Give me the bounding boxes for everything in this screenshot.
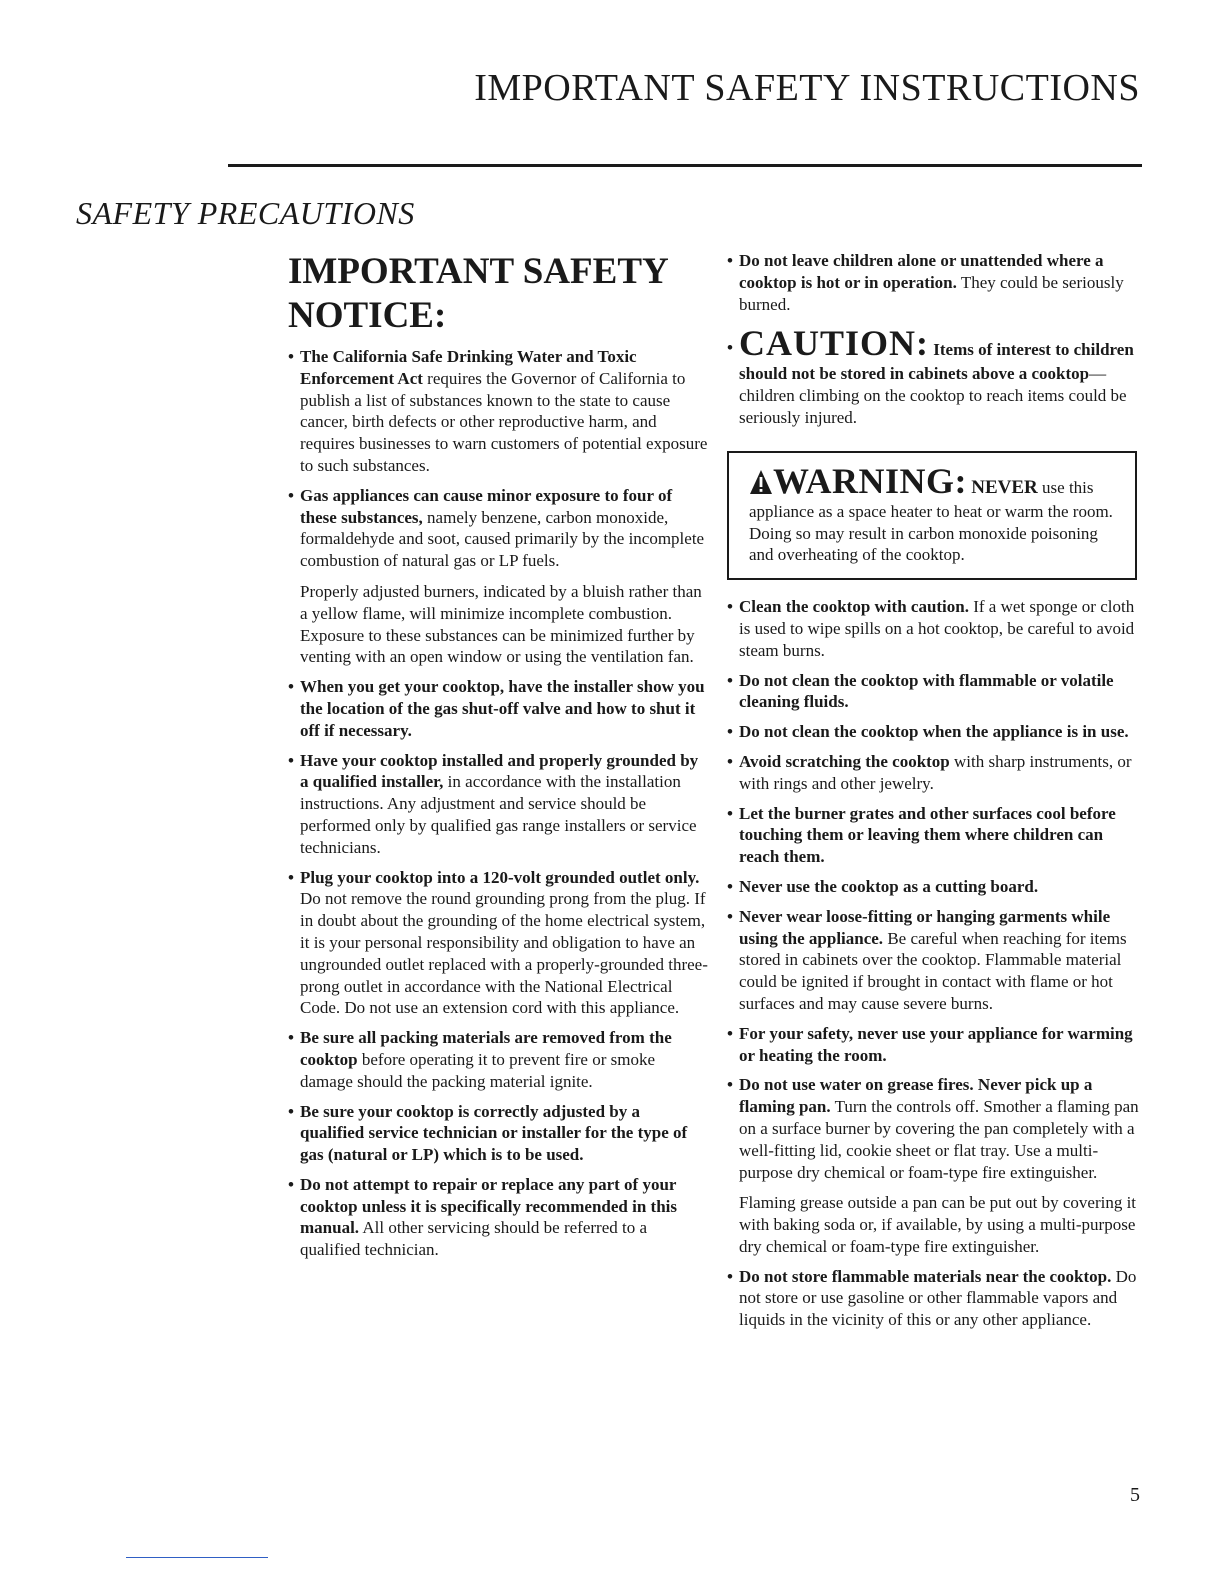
- item-text: with sharp instruments, or with rings and other jewelry.: [739, 751, 1132, 793]
- item-text: Do not store or use gasoline or other flammable vapors and liquids in the vicinity of this or any other appliance.: [739, 1266, 1137, 1330]
- item-text: before operating it to prevent fire or smoke damage should the packing material ignite.: [300, 1049, 656, 1091]
- item-text: Be careful when reaching for items stored in cabinets over the cooktop. Flammable material could be ignited if brought in contact with flame or hot surfaces and may cause severe burns.: [739, 928, 1127, 1013]
- safety-item: [727, 670, 1139, 714]
- item-bold: The California Safe Drinking Water and Toxic Enforcement Act: [300, 347, 637, 388]
- item-text: All other servicing should be referred to a qualified technician.: [300, 1218, 648, 1260]
- warning-text: use this appliance as a space heater to heat or warm the room. Doing so may result in carbon monoxide poisoning and overheating of the cooktop.: [749, 477, 1113, 565]
- safety-item: [288, 1101, 708, 1166]
- safety-item: [727, 906, 1139, 1015]
- item-text: Turn the controls off. Smother a flaming pan on a surface burner by covering the pan completely with a well-fitting lid, cookie sheet or flat tray. Use a multi-purpose dry chemical or foam-type fire extinguisher.: [739, 1097, 1139, 1182]
- item-text: in accordance with the installation instructions. Any adjustment and service should be performed only by qualified gas range installers or service technicians.: [300, 772, 697, 857]
- safety-item: [727, 751, 1139, 795]
- warning-label: WARNING:: [773, 460, 968, 501]
- item-paragraph: Flaming grease outside a pan can be put out by covering it with baking soda or, if available, by using a multi-purpose dry chemical or foam-type fire extinguisher.: [739, 1193, 1137, 1256]
- section-title: SAFETY PRECAUTIONS: [76, 195, 415, 231]
- item-bold: Be sure all packing materials are removed from the cooktop: [300, 1028, 672, 1069]
- item-text: If a wet sponge or cloth is used to wipe spills on a hot cooktop, be careful to avoid steam burns.: [739, 597, 1135, 660]
- safety-item: [288, 1027, 708, 1092]
- footer-rule: [126, 1557, 268, 1558]
- item-bold: Do not leave children alone or unattended where a cooktop is hot or in operation.: [739, 251, 1104, 292]
- warning-never: NEVER: [971, 476, 1038, 498]
- item-paragraph: Properly adjusted burners, indicated by a bluish rather than a yellow flame, will minimize incomplete combustion. Exposure to these substances can be minimized further by venting with an open window or using the ventilation fan.: [300, 581, 702, 667]
- safety-item: [727, 1023, 1139, 1067]
- item-bold: Do not attempt to repair or replace any part of your cooktop unless it is specifically recommended in this manual.: [300, 1174, 677, 1238]
- item-bold: Avoid scratching the cooktop: [739, 751, 950, 771]
- safety-item: [727, 1266, 1139, 1331]
- item-bold: Do not clean the cooktop with flammable or volatile cleaning fluids.: [739, 670, 1114, 712]
- item-bold: Never wear loose-fitting or hanging garments while using the appliance.: [739, 906, 1111, 948]
- safety-item: [288, 867, 708, 1020]
- left-column: [288, 250, 708, 1269]
- item-text: They could be seriously burned.: [739, 272, 1124, 314]
- notice-heading: IMPORTANT SAFETY NOTICE:: [288, 251, 668, 336]
- warning-triangle-icon: [749, 469, 773, 495]
- right-top-list: [727, 250, 1139, 315]
- item-bold: Have your cooktop installed and properly grounded by a qualified installer,: [300, 750, 699, 792]
- safety-item: [727, 721, 1139, 743]
- item-bold: Do not use water on grease fires. Never pick up a flaming pan.: [739, 1075, 1093, 1117]
- safety-item: [727, 1074, 1139, 1257]
- caution-bold: Items of interest to children should not be stored in cabinets above a cooktop: [739, 340, 1134, 384]
- caution-label: CAUTION:: [739, 323, 930, 364]
- item-text: namely benzene, carbon monoxide, formaldehyde and soot, caused primarily by the incomplete combustion of natural gas or LP fuels.: [300, 507, 705, 571]
- safety-item: [727, 803, 1139, 868]
- item-bold: Do not clean the cooktop when the appliance is in use.: [739, 722, 1129, 742]
- item-bold: When you get your cooktop, have the installer show you the location of the gas shut-off valve and how to shut it off if necessary.: [300, 677, 705, 740]
- caution-text: —children climbing on the cooktop to reach items could be seriously injured.: [739, 364, 1127, 427]
- item-bold: Let the burner grates and other surfaces cool before touching them or leaving them where children can reach them.: [739, 803, 1116, 867]
- item-text: requires the Governor of California to publish a list of substances known to the state to cause cancer, birth defects or other reproductive harm, and requires businesses to warn customers of potential exposure to such substances.: [300, 368, 708, 475]
- safety-item: [288, 1174, 708, 1261]
- item-bold: Plug your cooktop into a 120-volt grounded outlet only.: [300, 867, 700, 887]
- item-bold: Clean the cooktop with caution.: [739, 597, 969, 617]
- item-bold: Gas appliances can cause minor exposure to four of these substances,: [300, 485, 673, 527]
- item-bold: Do not store flammable materials near the cooktop.: [739, 1266, 1112, 1286]
- caution-notice: [727, 323, 1139, 428]
- page-number: 5: [1130, 1484, 1140, 1506]
- left-safety-list: [288, 346, 708, 1261]
- item-bold: Be sure your cooktop is correctly adjusted by a qualified service technician or installer for the type of gas (natural or LP) which is to be used.: [300, 1101, 688, 1165]
- warning-box: [727, 451, 1137, 580]
- safety-item: [288, 750, 708, 859]
- title-rule: [228, 164, 1142, 167]
- safety-item: [288, 676, 708, 741]
- safety-item: [288, 485, 708, 668]
- safety-item: [727, 250, 1139, 315]
- safety-item: [727, 876, 1139, 898]
- safety-item: [727, 596, 1139, 661]
- page-title: IMPORTANT SAFETY INSTRUCTIONS: [474, 67, 1140, 109]
- item-bold: For your safety, never use your appliance for warming or heating the room.: [739, 1023, 1133, 1065]
- right-column: [727, 250, 1139, 1339]
- right-safety-list: [727, 596, 1139, 1331]
- safety-item: [288, 346, 708, 477]
- item-bold: Never use the cooktop as a cutting board.: [739, 876, 1039, 896]
- item-text: Do not remove the round grounding prong from the plug. If in doubt about the grounding of the home electrical system, it is your personal responsibility and obligation to have an ungrounded outlet replaced with a properly-grounded three-prong outlet in accordance with the National Electrical Code. Do not use an extension cord with this appliance.: [300, 889, 708, 1018]
